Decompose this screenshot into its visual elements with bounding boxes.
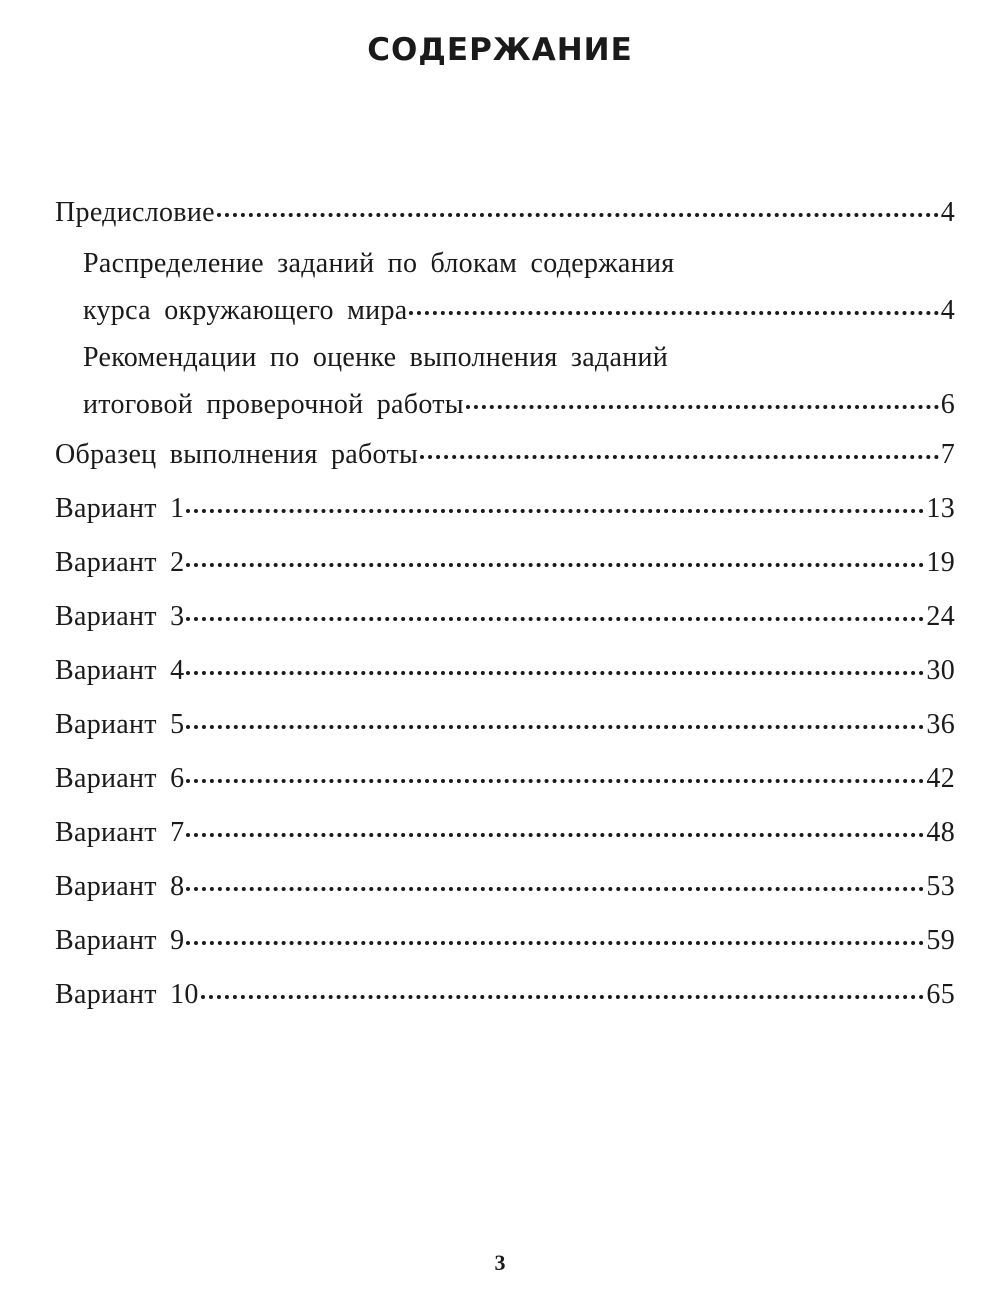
dot-leader xyxy=(186,725,924,729)
toc-entry-label-line2: курса окружающего мира xyxy=(83,295,408,326)
dot-leader xyxy=(186,941,924,945)
toc-entry-variant-3 xyxy=(55,590,955,644)
toc-entry-page: 53 xyxy=(926,871,955,902)
dot-leader xyxy=(186,779,924,783)
toc-entry-label: Предисловие xyxy=(55,197,215,228)
toc-entry-page: 13 xyxy=(926,493,955,524)
dot-leader xyxy=(420,455,939,459)
toc-entry-preface xyxy=(55,186,955,240)
toc-entry-page: 7 xyxy=(940,439,955,470)
toc-entry-page: 24 xyxy=(926,601,955,632)
dot-leader xyxy=(186,671,924,675)
toc-entry-variant-8 xyxy=(55,860,955,914)
toc-entry-label: Вариант 6 xyxy=(55,763,185,794)
dot-leader xyxy=(409,311,938,315)
toc-entry-recommendations xyxy=(55,334,955,428)
toc-entry-label-line1: Распределение заданий по блокам содержания xyxy=(83,248,675,279)
toc-entry-label: Вариант 1 xyxy=(55,493,185,524)
toc-entry-page: 65 xyxy=(926,979,955,1010)
toc-entry-label: Вариант 4 xyxy=(55,655,185,686)
toc-entry-distribution xyxy=(55,240,955,334)
toc-entry-label: Вариант 10 xyxy=(55,979,199,1010)
page-number: 3 xyxy=(494,1250,506,1275)
dot-leader xyxy=(186,833,924,837)
dot-leader xyxy=(217,213,939,217)
toc-entry-variant-6 xyxy=(55,752,955,806)
dot-leader xyxy=(466,405,939,409)
toc-entry-label-line1: Рекомендации по оценке выполнения заданий xyxy=(83,342,669,373)
dot-leader xyxy=(201,995,925,999)
toc-entry-variant-2 xyxy=(55,536,955,590)
toc-entry-variant-7 xyxy=(55,806,955,860)
toc-entry-variant-5 xyxy=(55,698,955,752)
dot-leader xyxy=(186,509,924,513)
toc-entry-page: 6 xyxy=(940,389,955,420)
toc-entry-label-line2: итоговой проверочной работы xyxy=(83,389,464,420)
toc-entry-label: Вариант 9 xyxy=(55,925,185,956)
dot-leader xyxy=(186,887,924,891)
toc-entry-sample xyxy=(55,428,955,482)
page-title: СОДЕРЖАНИЕ xyxy=(367,32,633,68)
toc-entry-label: Вариант 2 xyxy=(55,547,185,578)
toc-entry-label: Вариант 5 xyxy=(55,709,185,740)
toc-entry-label: Вариант 3 xyxy=(55,601,185,632)
toc-entry-page: 59 xyxy=(926,925,955,956)
table-of-contents xyxy=(55,186,955,1022)
toc-entry-variant-4 xyxy=(55,644,955,698)
toc-entry-page: 4 xyxy=(940,295,955,326)
toc-entry-page: 48 xyxy=(926,817,955,848)
toc-entry-variant-9 xyxy=(55,914,955,968)
toc-entry-page: 19 xyxy=(926,547,955,578)
toc-entry-label: Образец выполнения работы xyxy=(55,439,419,470)
toc-entry-page: 4 xyxy=(940,197,955,228)
toc-entry-variant-10 xyxy=(55,968,955,1022)
dot-leader xyxy=(186,617,924,621)
toc-entry-label: Вариант 7 xyxy=(55,817,185,848)
toc-entry-page: 42 xyxy=(926,763,955,794)
toc-entry-variant-1 xyxy=(55,482,955,536)
toc-entry-label: Вариант 8 xyxy=(55,871,185,902)
dot-leader xyxy=(186,563,924,567)
toc-entry-page: 30 xyxy=(926,655,955,686)
toc-entry-page: 36 xyxy=(926,709,955,740)
